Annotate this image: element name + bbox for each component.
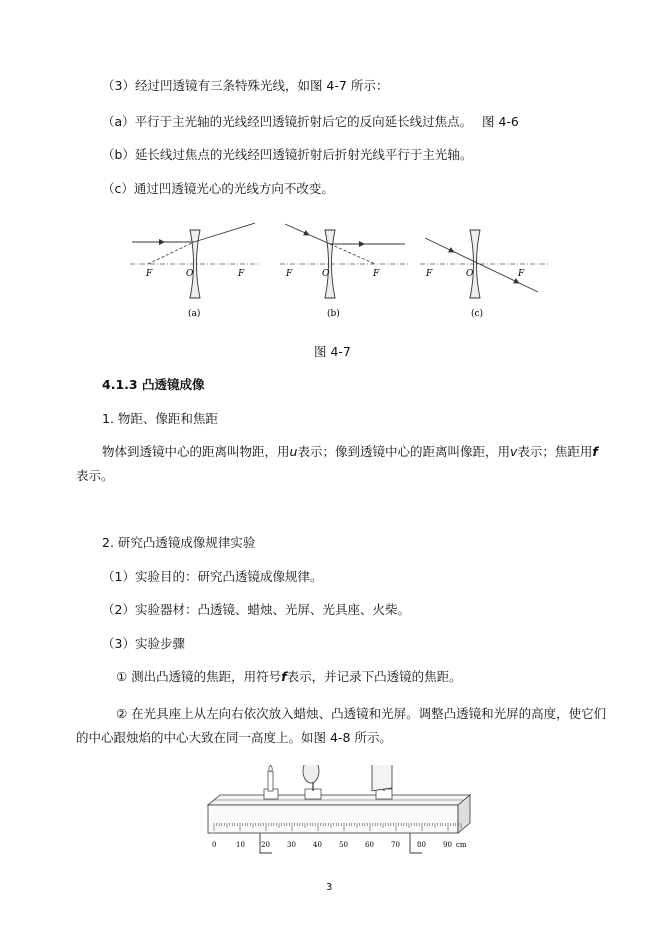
figure-4-6-ref: 图 4-6 (482, 114, 519, 129)
label-c: (c) (471, 309, 484, 319)
panel-a (130, 223, 260, 319)
scale-30: 30 (287, 841, 296, 849)
focus-right-c: F (518, 269, 525, 279)
scale-60: 60 (365, 841, 374, 849)
line-definitions (102, 444, 598, 460)
focus-left-c: F (426, 269, 433, 279)
line-ray-b: （b）延长线过焦点的光线经凹透镜折射后折射光线平行于主光轴。 (102, 147, 473, 162)
scale-40: 40 (313, 841, 322, 849)
line-purpose: （1）实验目的：研究凸透镜成像规律。 (102, 569, 323, 584)
label-b: (b) (327, 309, 340, 319)
line-steps: （3）实验步骤 (102, 636, 185, 651)
figure-4-7-diagram (120, 218, 560, 324)
line-step-1 (116, 669, 462, 685)
center-c: O (466, 269, 474, 279)
panel-b (280, 224, 410, 319)
candle (264, 765, 278, 799)
line-step-2: ② 在光具座上从左向右依次放入蜡烛、凸透镜和光屏。调整凸透镜和光屏的高度，使它们 (116, 706, 607, 721)
step1-part-1: ① 测出凸透镜的焦距，用符号 (116, 669, 282, 684)
step1-part-2: 表示，并记录下凸透镜的焦距。 (286, 669, 462, 684)
focus-right-a: F (238, 269, 245, 279)
subheading-distances: 1. 物距、像距和焦距 (102, 411, 218, 426)
line-step-2-cont: 的中心跟烛焰的中心大致在同一高度上。如图 4-8 所示。 (76, 730, 392, 745)
line-concave-rays-intro: （3）经过凹透镜有三条特殊光线，如图 4-7 所示： (102, 78, 389, 93)
scale-80: 80 (417, 841, 426, 849)
scale-unit: cm (456, 841, 467, 849)
focus-left-a: F (146, 269, 153, 279)
scale-10: 10 (236, 841, 245, 849)
line-definitions-end: 表示。 (76, 468, 114, 483)
section-title: 4.1.3 凸透镜成像 (102, 377, 205, 392)
figure-4-8-optical-bench (200, 765, 480, 875)
def-part-1: 物体到透镜中心的距离叫物距，用 (102, 444, 290, 459)
subheading-experiment: 2. 研究凸透镜成像规律实验 (102, 535, 256, 550)
scale-20: 20 (261, 841, 270, 849)
light-screen (372, 765, 392, 799)
focus-left-b: F (286, 269, 293, 279)
symbol-u: u (289, 444, 298, 459)
center-b: O (322, 269, 330, 279)
scale-0: 0 (212, 841, 217, 849)
def-part-2: 表示；像到透镜中心的距离叫像距，用 (297, 444, 510, 459)
line-ray-a: （a）平行于主光轴的光线经凹透镜折射后它的反向延长线过焦点。 (102, 114, 473, 129)
symbol-f: f (592, 444, 598, 459)
focus-right-b: F (373, 269, 380, 279)
figure-4-7-caption: 图 4-7 (314, 344, 351, 359)
label-a: (a) (188, 309, 201, 319)
page-number: 3 (326, 882, 333, 893)
line-ray-c: （c）通过凹透镜光心的光线方向不改变。 (102, 181, 334, 196)
symbol-v: v (509, 444, 518, 459)
scale-50: 50 (339, 841, 348, 849)
convex-lens (303, 765, 321, 799)
scale-labels (212, 841, 467, 849)
scale-90: 90 (443, 841, 452, 849)
center-a: O (186, 269, 194, 279)
scale-70: 70 (391, 841, 400, 849)
def-part-3: 表示；焦距用 (517, 444, 593, 459)
symbol-f-step: f (281, 669, 287, 684)
line-equipment: （2）实验器材：凸透镜、蜡烛、光屏、光具座、火柴。 (102, 602, 410, 617)
panel-c (420, 230, 550, 319)
